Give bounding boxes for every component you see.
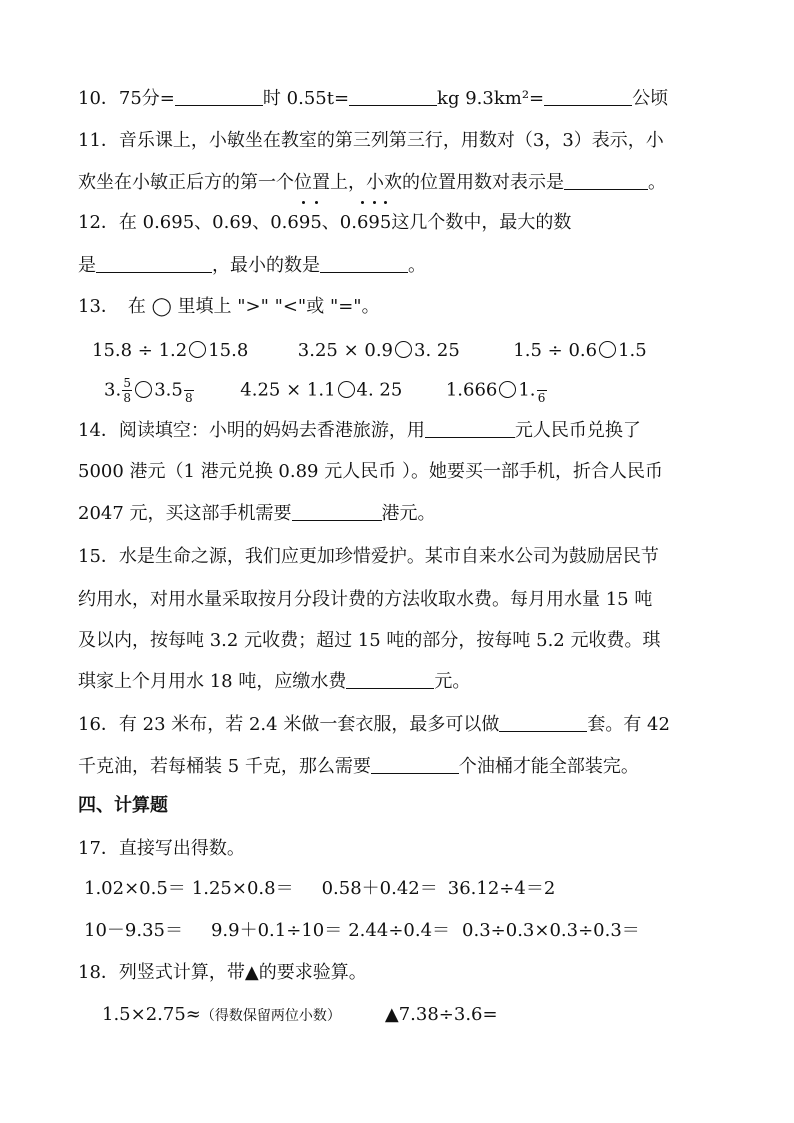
- question-12-line-2: 是 ，最小的数是 。: [78, 255, 426, 276]
- fraction-5-8: $\frac{5}{8}$: [123, 376, 131, 405]
- compare-circle[interactable]: [599, 341, 616, 358]
- question-14-line-2: 5000 港元（1 港元兑换 0.89 元人民币 ）。她要买一部手机，折合人民币: [78, 461, 663, 482]
- question-12-line-1: 12．在 0.695、0.69、0.695 、0.695 这几个数中，最大的数: [78, 210, 724, 236]
- question-18-row: 1.5×2.75≈（得数保留两位小数） ▲7.38÷3.6=: [102, 1004, 498, 1025]
- answer-blank[interactable]: [96, 254, 212, 273]
- q10-number: 10．: [78, 88, 119, 109]
- answer-blank[interactable]: [371, 755, 459, 774]
- question-18-title: 18．列竖式计算，带▲的要求验算。: [78, 962, 367, 983]
- answer-blank[interactable]: [349, 87, 437, 106]
- question-15-line-3: 及以内，按每吨 3.2 元收费；超过 15 吨的部分，按每吨 5.2 元收费。琪: [78, 630, 661, 651]
- compare-circle[interactable]: [338, 381, 355, 398]
- question-14-line-3: 2047 元，买这部手机需要 港元。: [78, 503, 436, 524]
- compare-circle[interactable]: [189, 341, 206, 358]
- answer-blank[interactable]: [499, 713, 587, 732]
- question-13-title: 13． 在 ◯ 里填上 ">" "<"或 "="。: [78, 296, 380, 317]
- question-16-line-1: 16．有 23 米布，若 2.4 米做一套衣服，最多可以做 套。有 42: [78, 714, 670, 735]
- question-11-line-2: 欢坐在小敏正后方的第一个位置上，小欢的位置用数对表示是 。: [78, 172, 666, 193]
- section-heading: 四、计算题: [78, 795, 168, 816]
- compare-circle[interactable]: [395, 341, 412, 358]
- answer-blank[interactable]: [292, 502, 382, 521]
- question-16-line-2: 千克油，若每桶装 5 千克，那么需要 个油桶才能全部装完。: [78, 756, 639, 777]
- question-15-line-2: 约用水，对用水量采取按月分段计费的方法收取水费。每月用水量 15 吨: [78, 589, 653, 610]
- question-17-row-2: 10－9.35＝ 9.9＋0.1÷10＝ 2.44÷0.4＝ 0.3÷0.3×0.3÷0.3＝: [84, 920, 640, 941]
- question-10: 10．75分= 时 0.55t= kg 9.3km²= 公顷: [78, 88, 669, 109]
- answer-blank[interactable]: [320, 254, 408, 273]
- answer-blank[interactable]: [346, 670, 434, 689]
- fraction-over-6: 6: [537, 391, 546, 405]
- question-11-line-1: 11．音乐课上，小敏坐在教室的第三列第三行，用数对（3，3）表示，小: [78, 130, 664, 151]
- question-15-line-1: 15．水是生命之源，我们应更加珍惜爱护。某市自来水公司为鼓励居民节: [78, 546, 659, 567]
- answer-blank[interactable]: [564, 171, 648, 190]
- answer-blank[interactable]: [425, 419, 515, 438]
- answer-blank[interactable]: [175, 87, 263, 106]
- question-17-row-1: 1.02×0.5＝ 1.25×0.8＝ 0.58＋0.42＝ 36.12÷4＝2: [84, 878, 556, 899]
- question-15-line-4: 琪家上个月用水 18 吨，应缴水费 元。: [78, 671, 471, 692]
- question-14-line-1: 14．阅读填空：小明的妈妈去香港旅游，用 元人民币兑换了: [78, 420, 641, 441]
- repeating-decimal-95: 95: [299, 210, 322, 236]
- question-17-title: 17．直接写出得数。: [78, 838, 245, 859]
- question-13-row-2: 3. $\frac{5}{8}$ 3.5 8 4.25 × 1.1 4. 25 1.666 1. 6: [104, 376, 546, 405]
- answer-blank[interactable]: [544, 87, 632, 106]
- fraction-over-8: 8: [185, 391, 193, 405]
- compare-circle[interactable]: [135, 381, 152, 398]
- repeating-decimal-695: 695: [357, 210, 391, 236]
- compare-circle[interactable]: [499, 381, 516, 398]
- question-13-row-1: 15.8 ÷ 1.2 15.8 3.25 × 0.9 3. 25 1.5 ÷ 0.6 1.5: [92, 340, 647, 361]
